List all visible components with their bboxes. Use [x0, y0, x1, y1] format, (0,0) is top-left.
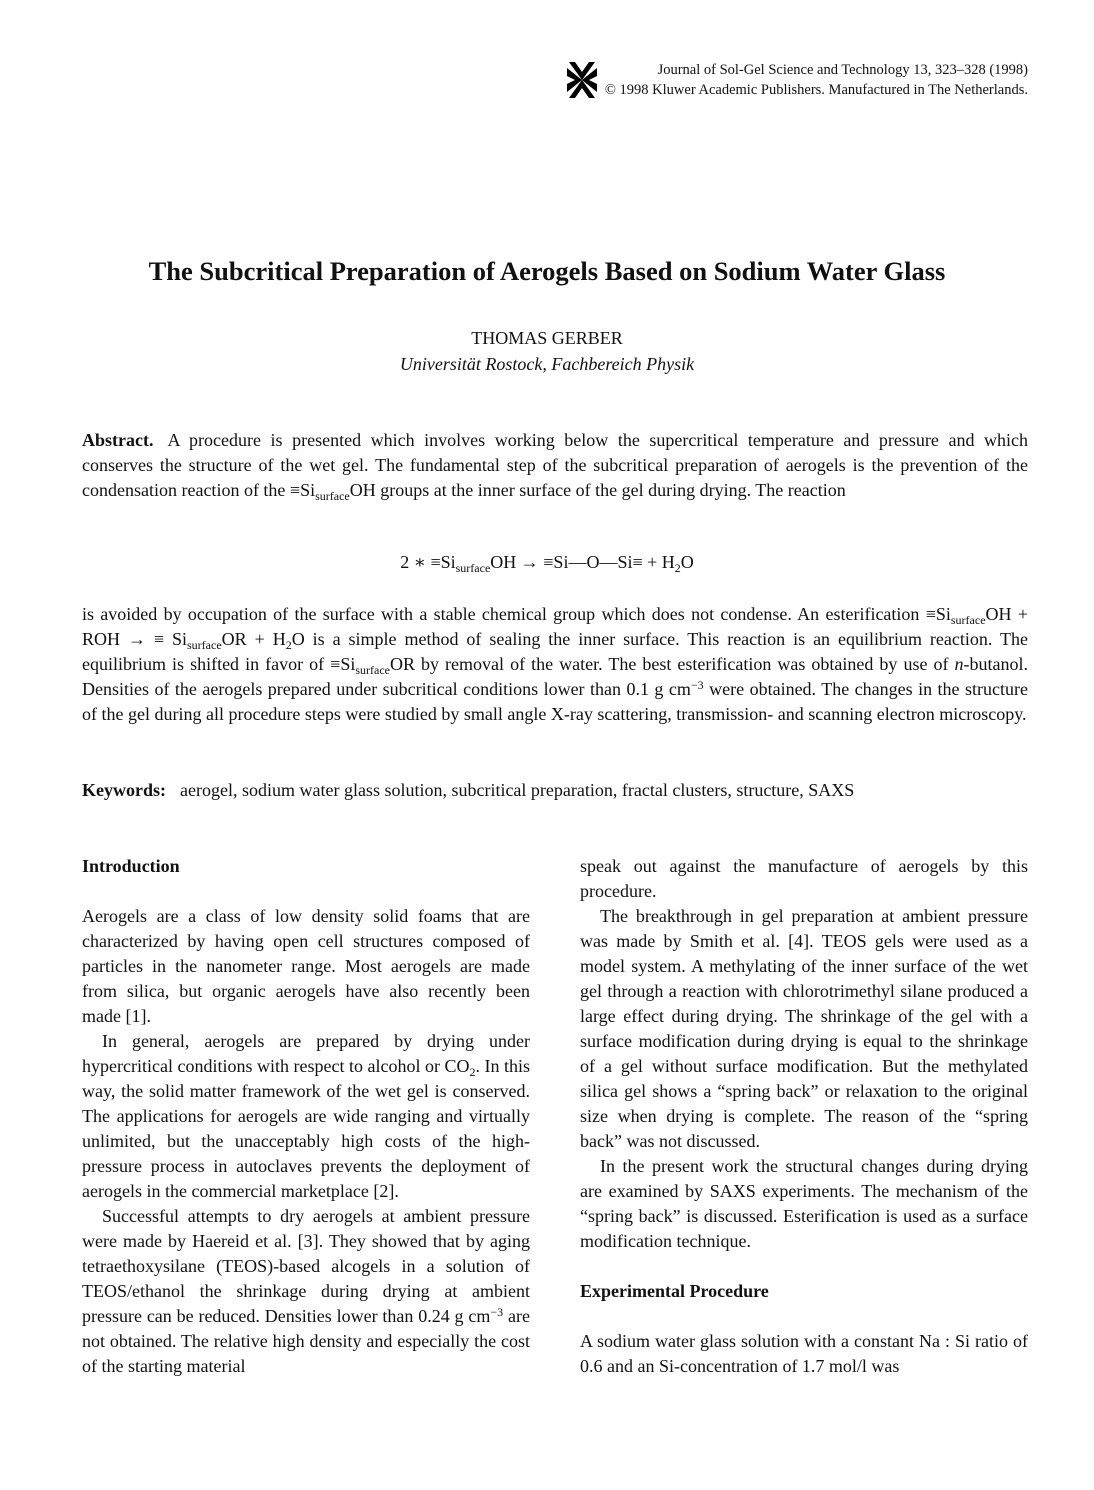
superscript: −3	[490, 1305, 504, 1319]
publisher-logo	[565, 60, 599, 100]
abstract-paragraph-1	[82, 428, 1028, 503]
abstract-paragraph-2	[82, 602, 1028, 727]
intro-paragraph-4: speak out against the manufacture of aerogels by this procedure.	[580, 856, 1028, 901]
subscript: surface	[950, 613, 986, 627]
paper-title: The Subcritical Preparation of Aerogels Based on Sodium Water Glass	[148, 256, 946, 286]
copyright-line: © 1998 Kluwer Academic Publishers. Manufactured in The Netherlands.	[604, 82, 1028, 98]
abstract-text: A procedure is presented which involves working below the supercritical temperature and pressure and which conserves the structure of the wet gel. The fundamental step of the subcritical preparation of aerogels is the prevention of the condensation reaction of the ≡Si	[82, 430, 1028, 500]
subscript: 2	[285, 638, 292, 652]
abstract-text: -butanol. Densities of the aerogels prepared under subcritical conditions lower than 0.1 g cm	[82, 654, 1029, 699]
author-affiliation: Universität Rostock, Fachbereich Physik	[399, 354, 695, 374]
equation-text: 2 ∗ ≡Si	[400, 552, 456, 572]
equation-text: O	[680, 552, 694, 572]
intro-paragraph-3	[82, 1204, 530, 1379]
journal-header	[565, 60, 1028, 100]
subscript: surface	[187, 638, 222, 652]
subscript: surface	[315, 489, 350, 503]
intro-paragraph-5: The breakthrough in gel preparation at ambient pressure was made by Smith et al. [4]. TEOS gels were used as a model system. A methylating of the inner surface of the wet gel through a reaction with chlorotrimethyl silane produced a large effect during drying. The shrinkage of the gel with a surface modification during drying is equal to the shrinkage of a gel without surface modification. But the methylated silica gel shows a “spring back” or relaxation to the original size when drying is complete. The reason of the “spring back” was not discussed.	[580, 906, 1028, 1151]
abstract-text: O is a simple method of sealing the inner surface. This reaction is an equilibrium reaction. The equilibrium is shifted in favor of ≡Si	[82, 629, 1029, 674]
intro-paragraph-6: In the present work the structural changes during drying are examined by SAXS experiments. The mechanism of the “spring back” is discussed. Esterification is used as a surface modification technique.	[580, 1156, 1028, 1251]
italic-n: n	[954, 654, 964, 674]
abstract-text: OH + ROH → ≡ Si	[82, 604, 1028, 649]
experimental-heading: Experimental Procedure	[580, 1281, 769, 1301]
right-column	[580, 854, 1028, 1379]
abstract-label: Abstract.	[82, 430, 154, 450]
subscript: 2	[469, 1065, 476, 1079]
keywords-line	[82, 778, 1028, 803]
superscript: −3	[690, 678, 704, 692]
subscript: surface	[455, 561, 491, 575]
keywords-label: Keywords:	[82, 780, 166, 800]
paragraph-text: Successful attempts to dry aerogels at ambient pressure were made by Haereid et al. [3]. They showed that by aging tetraethoxysilane (TEOS)-based alcogels in a solution of TEOS/ethanol the shrinkage during drying at ambient pressure can be reduced. Densities lower than 0.24 g cm	[82, 1206, 530, 1326]
paragraph-text: . In this way, the solid matter framework of the wet gel is conserved. The applications for aerogels are wide ranging and virtually unlimited, but the unacceptably high costs of the high-pressure process in autoclaves prevents the deployment of aerogels in the commercial marketplace [2].	[82, 1056, 530, 1201]
abstract-text: is avoided by occupation of the surface with a stable chemical group which does not condense. An esterification ≡Si	[82, 604, 951, 624]
left-column	[82, 854, 530, 1379]
subscript: 2	[674, 561, 681, 575]
intro-paragraph-1: Aerogels are a class of low density solid foams that are characterized by having open cell structures composed of particles in the nanometer range. Most aerogels are made from silica, but organic aerogels have also recently been made [1].	[82, 906, 530, 1026]
abstract-text: OR + H	[221, 629, 286, 649]
journal-citation: Journal of Sol-Gel Science and Technology 13, 323–328 (1998)	[657, 62, 1028, 78]
reaction-equation	[0, 552, 1094, 573]
introduction-heading: Introduction	[82, 856, 180, 876]
keywords-text: aerogel, sodium water glass solution, subcritical preparation, fractal clusters, structure, SAXS	[180, 780, 855, 800]
abstract-text: OR by removal of the water. The best esterification was obtained by use of	[389, 654, 955, 674]
experimental-paragraph-1: A sodium water glass solution with a constant Na : Si ratio of 0.6 and an Si-concentration of 1.7 mol/l was	[580, 1331, 1028, 1376]
abstract-text: OH groups at the inner surface of the gel during drying. The reaction	[349, 480, 846, 500]
subscript: surface	[355, 663, 390, 677]
author-name: THOMAS GERBER	[471, 328, 623, 348]
intro-paragraph-2	[82, 1029, 530, 1204]
abstract-text: were obtained. The changes in the structure of the gel during all procedure steps were studied by small angle X-ray scattering, transmission- and scanning electron microscopy.	[82, 679, 1028, 724]
equation-text: OH → ≡Si—O—Si≡ + H	[490, 552, 675, 572]
paragraph-text: are not obtained. The relative high density and especially the cost of the starting material	[82, 1306, 530, 1376]
paragraph-text: In general, aerogels are prepared by drying under hypercritical conditions with respect to alcohol or CO	[82, 1031, 530, 1076]
